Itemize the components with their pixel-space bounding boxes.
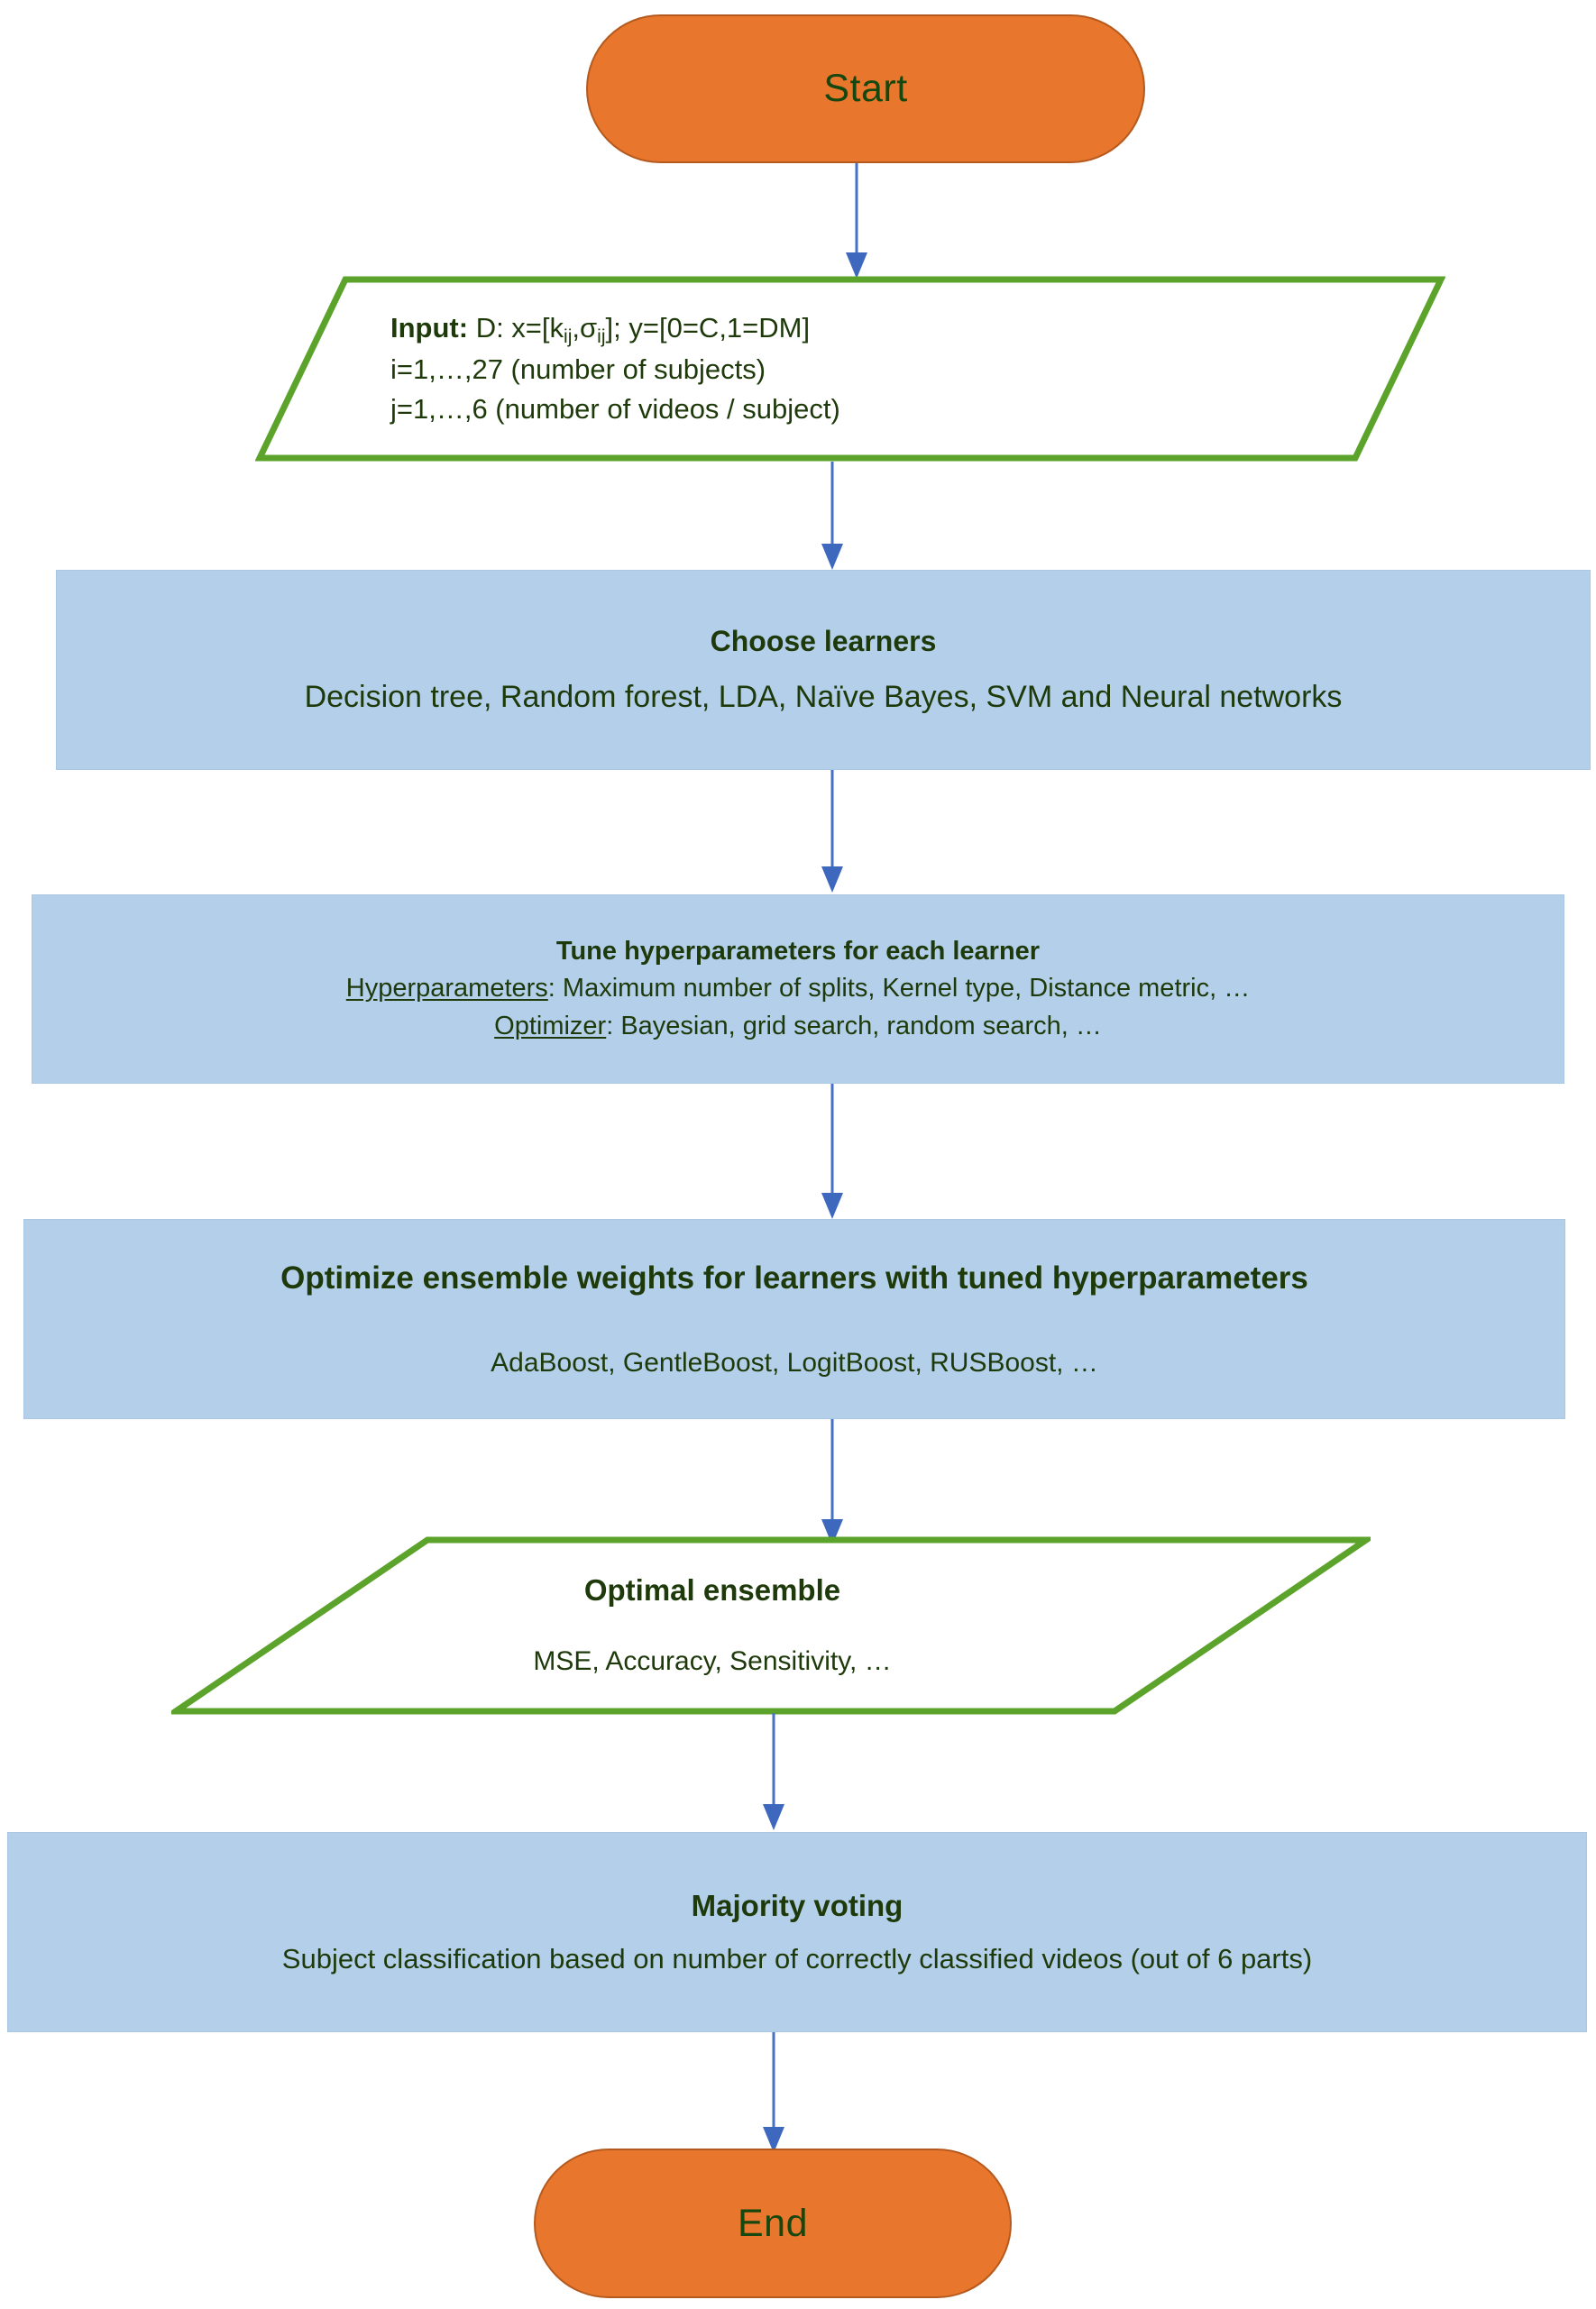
connector-optimal-ensemble-to-majority-voting	[757, 1713, 790, 1832]
connector-tune-to-optimize-weights	[816, 1084, 848, 1221]
node-start-label: Start	[823, 67, 908, 110]
node-start[interactable]	[586, 14, 1145, 163]
tune-row-2	[346, 970, 1250, 1007]
optimize-weights-title: Optimize ensemble weights for learners with tuned hyperparameters	[280, 1260, 1308, 1296]
majority-voting-body: Subject classification based on number of correctly classified videos (out of 6 parts)	[281, 1943, 1313, 1975]
optimize-weights-body: AdaBoost, GentleBoost, LogitBoost, RUSBoost, …	[491, 1347, 1098, 1378]
choose-learners-body: Decision tree, Random forest, LDA, Naïve Bayes, SVM and Neural networks	[304, 679, 1343, 714]
optimal-ensemble-body: MSE, Accuracy, Sensitivity, …	[533, 1646, 892, 1677]
connector-input-to-choose-learners	[816, 462, 848, 572]
input-line-1-sub-b: ij	[597, 325, 606, 347]
node-optimal-ensemble[interactable]	[171, 1535, 1371, 1716]
input-line-1	[390, 308, 810, 351]
tune-row-2-value: : Maximum number of splits, Kernel type, Distance metric, …	[547, 974, 1251, 1003]
choose-learners-title: Choose learners	[710, 625, 937, 658]
node-tune-hyperparameters[interactable]	[32, 894, 1564, 1084]
connector-optimize-weights-to-optimal-ensemble	[816, 1419, 848, 1547]
connector-majority-voting-to-end	[757, 2032, 790, 2155]
node-end[interactable]	[534, 2149, 1012, 2298]
tune-row-3-label: Optimizer	[494, 1011, 607, 1040]
input-line-1-rest-c: ]; y=[0=C,1=DM]	[605, 311, 811, 344]
node-majority-voting[interactable]	[7, 1832, 1587, 2032]
input-line-1-rest-b: ,σ	[572, 311, 598, 344]
node-choose-learners[interactable]	[56, 570, 1591, 770]
tune-row-3	[494, 1008, 1102, 1045]
input-line-1-bold: Input:	[390, 311, 469, 344]
node-optimize-weights[interactable]	[23, 1219, 1565, 1419]
input-line-1-rest-a: D: x=[k	[468, 311, 564, 344]
connector-choose-learners-to-tune	[816, 770, 848, 894]
input-line-1-sub-a: ij	[564, 325, 573, 347]
node-end-label: End	[737, 2201, 808, 2245]
input-line-3: j=1,…,6 (number of videos / subject)	[390, 393, 840, 426]
tune-title: Tune hyperparameters for each learner	[555, 937, 1041, 967]
tune-row-2-label: Hyperparameters	[345, 974, 548, 1003]
optimal-ensemble-title: Optimal ensemble	[583, 1573, 841, 1608]
majority-voting-title: Majority voting	[691, 1888, 903, 1922]
tune-row-3-value: : Bayesian, grid search, random search, …	[606, 1011, 1102, 1040]
input-line-2: i=1,…,27 (number of subjects)	[390, 353, 766, 386]
node-input[interactable]	[255, 275, 1445, 463]
connector-start-to-input	[840, 163, 873, 280]
